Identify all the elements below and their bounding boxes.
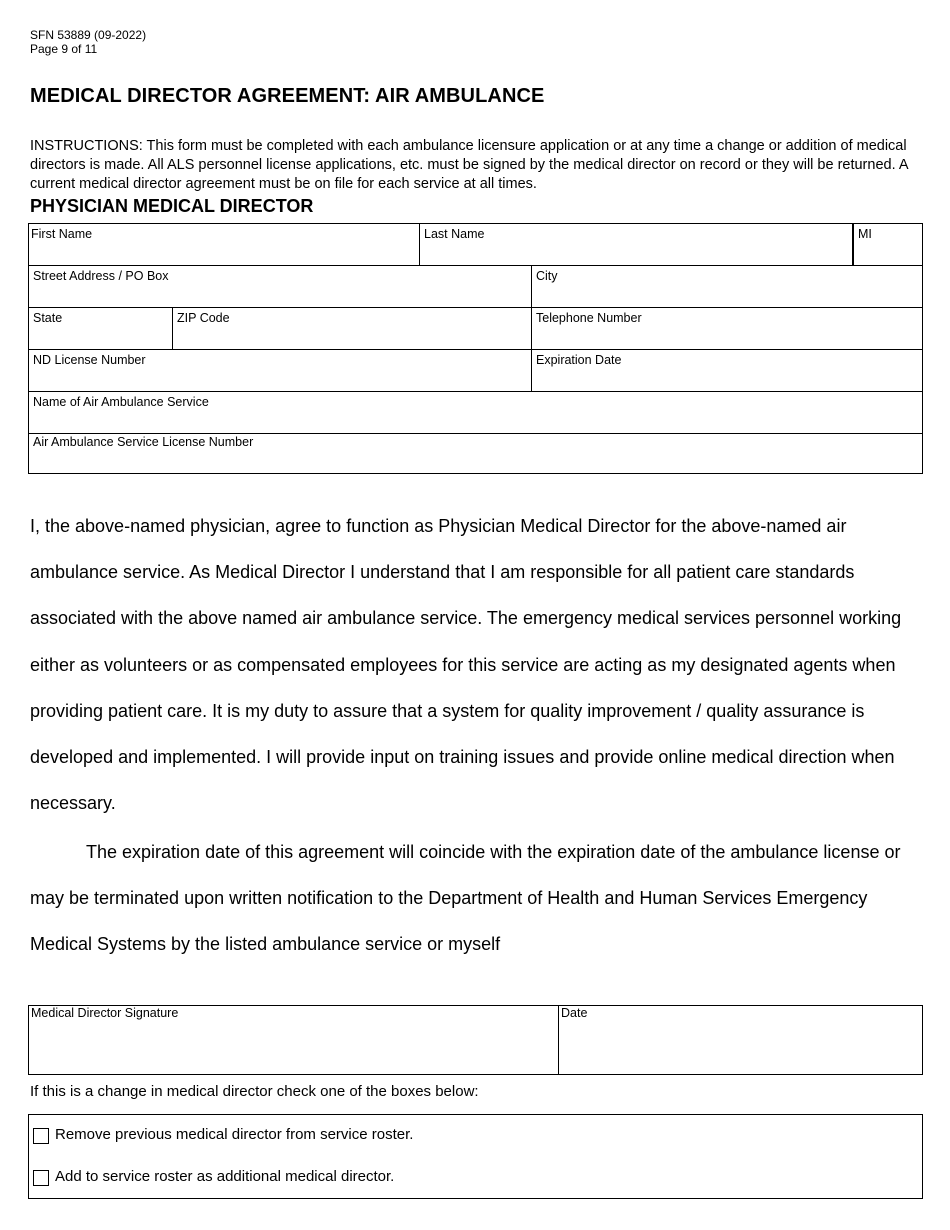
option-remove-previous[interactable] bbox=[33, 1124, 413, 1144]
zip-field[interactable] bbox=[177, 328, 527, 346]
zip-label: ZIP Code bbox=[177, 311, 230, 325]
form-number: SFN 53889 (09-2022) bbox=[30, 28, 147, 42]
phone-cell[interactable] bbox=[532, 308, 923, 349]
page-title: MEDICAL DIRECTOR AGREEMENT: AIR AMBULANCE bbox=[30, 85, 545, 107]
first-name-label: First Name bbox=[31, 227, 93, 241]
state-label: State bbox=[33, 311, 63, 325]
last-name-label: Last Name bbox=[424, 227, 485, 241]
service-license-field[interactable] bbox=[33, 452, 918, 470]
mi-cell[interactable] bbox=[853, 224, 923, 265]
page-number: Page 9 of 11 bbox=[30, 42, 98, 56]
street-label: Street Address / PO Box bbox=[33, 269, 169, 283]
physician-info-grid bbox=[28, 223, 923, 474]
service-name-label: Name of Air Ambulance Service bbox=[33, 395, 209, 409]
instructions-text: INSTRUCTIONS: This form must be completed with each ambulance licensure application or at any time a change or addition of medical directors is made. All ALS personnel license applications, etc. must be signed by the medical director on record or they will be returned. A current medical director agreement must be on file for each service at all times. bbox=[30, 138, 908, 192]
section-title: PHYSICIAN MEDICAL DIRECTOR bbox=[30, 196, 314, 216]
license-field[interactable] bbox=[33, 370, 527, 388]
date-cell[interactable] bbox=[559, 1006, 922, 1074]
license-label: ND License Number bbox=[33, 353, 146, 367]
expiration-cell[interactable] bbox=[532, 350, 923, 391]
first-name-cell[interactable] bbox=[29, 224, 420, 265]
service-license-cell[interactable] bbox=[29, 434, 922, 473]
city-cell[interactable] bbox=[532, 266, 923, 307]
last-name-field[interactable] bbox=[424, 244, 848, 262]
first-name-field[interactable] bbox=[33, 244, 415, 262]
phone-field[interactable] bbox=[536, 328, 919, 346]
signature-cell[interactable] bbox=[29, 1006, 559, 1074]
signature-box bbox=[28, 1005, 923, 1075]
phone-label: Telephone Number bbox=[536, 311, 642, 325]
name-row bbox=[29, 224, 922, 266]
change-instructions: If this is a change in medical director check one of the boxes below: bbox=[30, 1083, 479, 1100]
option-add-additional[interactable] bbox=[33, 1166, 394, 1186]
service-license-label: Air Ambulance Service License Number bbox=[33, 435, 254, 449]
date-label: Date bbox=[561, 1006, 588, 1020]
expiration-field[interactable] bbox=[536, 370, 919, 388]
service-name-row bbox=[29, 392, 922, 434]
street-field[interactable] bbox=[33, 286, 527, 304]
city-label: City bbox=[536, 269, 558, 283]
street-cell[interactable] bbox=[29, 266, 532, 307]
service-name-field[interactable] bbox=[33, 412, 918, 430]
last-name-cell[interactable] bbox=[420, 224, 853, 265]
city-field[interactable] bbox=[536, 286, 919, 304]
license-row bbox=[29, 350, 922, 392]
service-license-row bbox=[29, 434, 922, 473]
signature-label: Medical Director Signature bbox=[31, 1006, 179, 1020]
agreement-paragraph-2: The expiration date of this agreement will coincide with the expiration date of the ambulance license or may be terminated upon written notification to the Department of Health and Human Services Emergency Medical Systems by the listed ambulance service or myself bbox=[30, 842, 901, 955]
add-additional-checkbox[interactable] bbox=[33, 1170, 49, 1186]
address-row bbox=[29, 266, 922, 308]
add-additional-label: Add to service roster as additional medical director. bbox=[55, 1167, 395, 1185]
form-header bbox=[30, 28, 146, 56]
change-options-box bbox=[28, 1114, 923, 1199]
state-zip-phone-row bbox=[29, 308, 922, 350]
agreement-paragraph-1: I, the above-named physician, agree to function as Physician Medical Director for the above-named air ambulance service. As Medical Director I understand that I am responsible for all patient care standards associated with the above named air ambulance service. The emergency medical services personnel working either as volunteers or as compensated employees for this service are acting as my designated agents when providing patient care. It is my duty to assure that a system for quality improvement / quality assurance is developed and implemented. I will provide input on training issues and provide online medical direction when necessary. bbox=[30, 516, 902, 814]
mi-field[interactable] bbox=[858, 244, 919, 262]
mi-label: MI bbox=[858, 227, 872, 241]
state-cell[interactable] bbox=[29, 308, 173, 349]
service-name-cell[interactable] bbox=[29, 392, 922, 433]
remove-previous-checkbox[interactable] bbox=[33, 1128, 49, 1144]
expiration-label: Expiration Date bbox=[536, 353, 622, 367]
license-cell[interactable] bbox=[29, 350, 532, 391]
remove-previous-label: Remove previous medical director from service roster. bbox=[55, 1125, 414, 1143]
zip-cell[interactable] bbox=[173, 308, 532, 349]
state-field[interactable] bbox=[33, 328, 168, 346]
